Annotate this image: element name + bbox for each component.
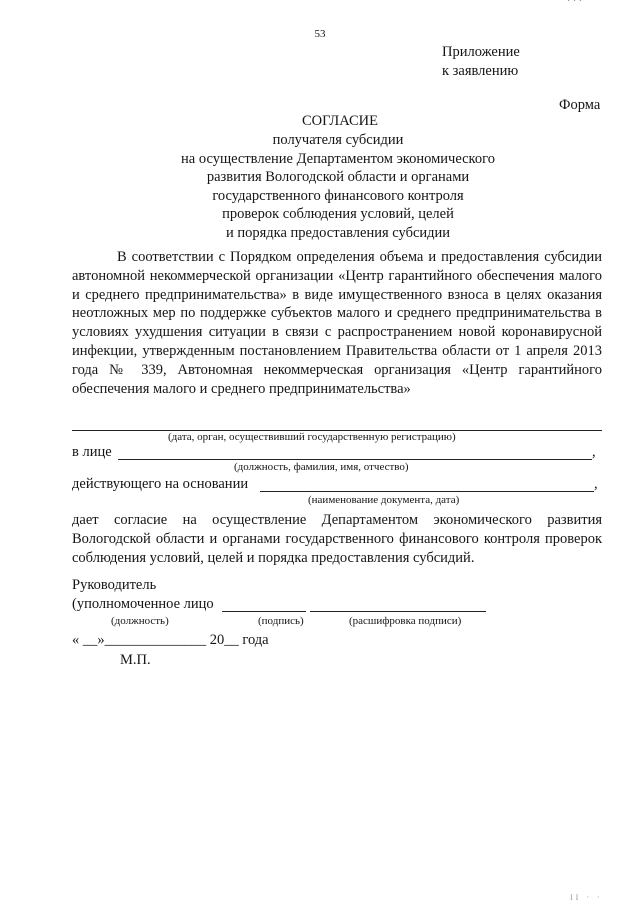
subtitle-line: и порядка предоставления субсидии: [225, 224, 451, 241]
subtitle-line: проверок соблюдения условий, целей: [222, 206, 454, 223]
subtitle-line: развития Вологодской области и органами: [206, 169, 470, 186]
date-line: « __»______________ 20__ года: [72, 632, 269, 648]
appendix-heading: [442, 43, 520, 81]
consent-paragraph: дает согласие на осуществление Департаментом экономического развития Вологодской области и органами государственного финансового контроля проверок соблюдения условий, целей и порядка предоставления субсидий.: [72, 512, 602, 566]
basis-line: [260, 491, 594, 492]
appendix-line-2: к заявлению: [442, 63, 519, 79]
basis-label: действующего на основании: [72, 476, 249, 492]
in-person-comma: ,: [592, 444, 596, 460]
page-number: 53: [314, 28, 326, 40]
subtitle-line: получателя субсидии: [272, 132, 404, 148]
document-subtitle: [0, 131, 640, 243]
form-label: Форма: [559, 97, 601, 113]
sig-sign-caption: (подпись): [258, 615, 304, 627]
position-sign-line: [222, 611, 306, 612]
stamp-label: М.П.: [120, 652, 151, 668]
intro-paragraph: В соответствии с Порядком определения объема и предоставления субсидии автономной некоммерческой организации «Центр гарантийного обеспечения малого и среднего предпринимательства» в виде имущественного взноса в целях оказания неотложных мер по поддержке субъектов малого и среднего предпринимательства в условиях ухудшения ситуации в связи с распространением новой коронавирусной инфекции, утвержденным постановлением Правительства области от 1 апреля 2013 года № 339, Автономная некоммерческая организация «Центр гарантийного обеспечения малого и среднего предпринимательства»: [72, 249, 602, 397]
in-person-label: в лице: [72, 444, 112, 460]
basis-comma: ,: [594, 476, 598, 492]
position-caption: (должность, фамилия, имя, отчество): [234, 461, 409, 473]
corner-mark: · · ·: [567, 0, 582, 7]
bottom-mark: II · ·: [570, 893, 603, 902]
document-title: СОГЛАСИЕ: [301, 113, 379, 129]
registration-caption: (дата, орган, осуществивший государственную регистрацию): [168, 431, 456, 443]
sig-decode-caption: (расшифровка подписи): [349, 615, 462, 627]
authorized-label: (уполномоченное лицо: [72, 596, 214, 612]
subtitle-line: на осуществление Департаментом экономического: [181, 150, 495, 167]
sig-position-caption: (должность): [111, 615, 169, 627]
document-caption: (наименование документа, дата): [308, 494, 460, 506]
decode-sign-line: [310, 611, 486, 612]
appendix-line-1: Приложение: [442, 44, 520, 60]
head-label: Руководитель: [72, 577, 157, 593]
subtitle-line: государственного финансового контроля: [212, 187, 464, 204]
in-person-line: [118, 459, 592, 460]
